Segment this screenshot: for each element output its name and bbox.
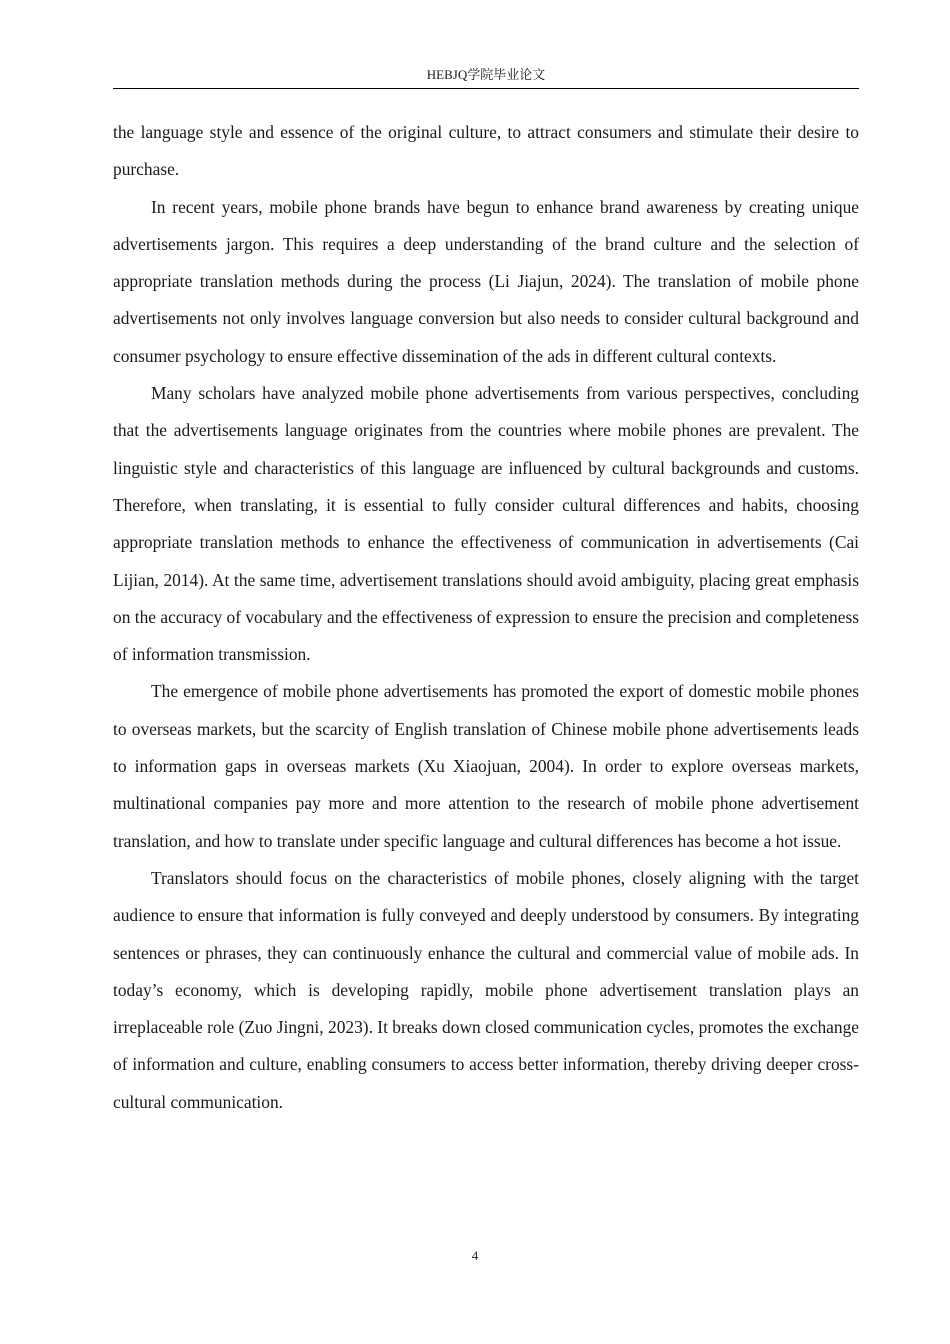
page-header	[113, 66, 859, 89]
paragraph: Translators should focus on the characteristics of mobile phones, closely aligning with the target audience to ensure that information is fully conveyed and deeply understood by consumers. By integrating sentences or phrases, they can continuously enhance the cultural and commercial value of mobile ads. In today’s economy, which is developing rapidly, mobile phone advertisement translation plays an irreplaceable role (Zuo Jingni, 2023). It breaks down closed communication cycles, promotes the exchange of information and culture, enabling consumers to access better information, thereby driving deeper cross-cultural communication.	[113, 867, 859, 1112]
paragraph: Many scholars have analyzed mobile phone advertisements from various perspectives, concluding that the advertisements language originates from the countries where mobile phones are prevalent. The linguistic style and characteristics of this language are influenced by cultural backgrounds and customs. Therefore, when translating, it is essential to fully consider cultural differences and habits, choosing appropriate translation methods to enhance the effectiveness of communication in advertisements (Cai Lijian, 2014). At the same time, advertisement translations should avoid ambiguity, placing great emphasis on the accuracy of vocabulary and the effectiveness of expression to ensure the precision and completeness of information transmission.	[113, 383, 859, 665]
page-number: 4	[471, 1248, 479, 1263]
body-text	[113, 114, 859, 1121]
paragraph: The emergence of mobile phone advertisements has promoted the export of domestic mobile phones to overseas markets, but the scarcity of English translation of Chinese mobile phone advertisements leads to information gaps in overseas markets (Xu Xiaojuan, 2004). In order to explore overseas markets, multinational companies pay more and more attention to the research of mobile phone advertisement translation, and how to translate under specific language and cultural differences has become a hot issue.	[113, 681, 859, 851]
header-title: HEBJQ学院毕业论文	[426, 67, 546, 82]
paragraph-continuation: the language style and essence of the original culture, to attract consumers and stimulate their desire to purchase.	[113, 122, 859, 180]
paragraph: In recent years, mobile phone brands have begun to enhance brand awareness by creating unique advertisements jargon. This requires a deep understanding of the brand culture and the selection of appropriate translation methods during the process (Li Jiajun, 2024). The translation of mobile phone advertisements not only involves language conversion but also needs to consider cultural background and consumer psychology to ensure effective dissemination of the ads in different cultural contexts.	[113, 196, 859, 366]
